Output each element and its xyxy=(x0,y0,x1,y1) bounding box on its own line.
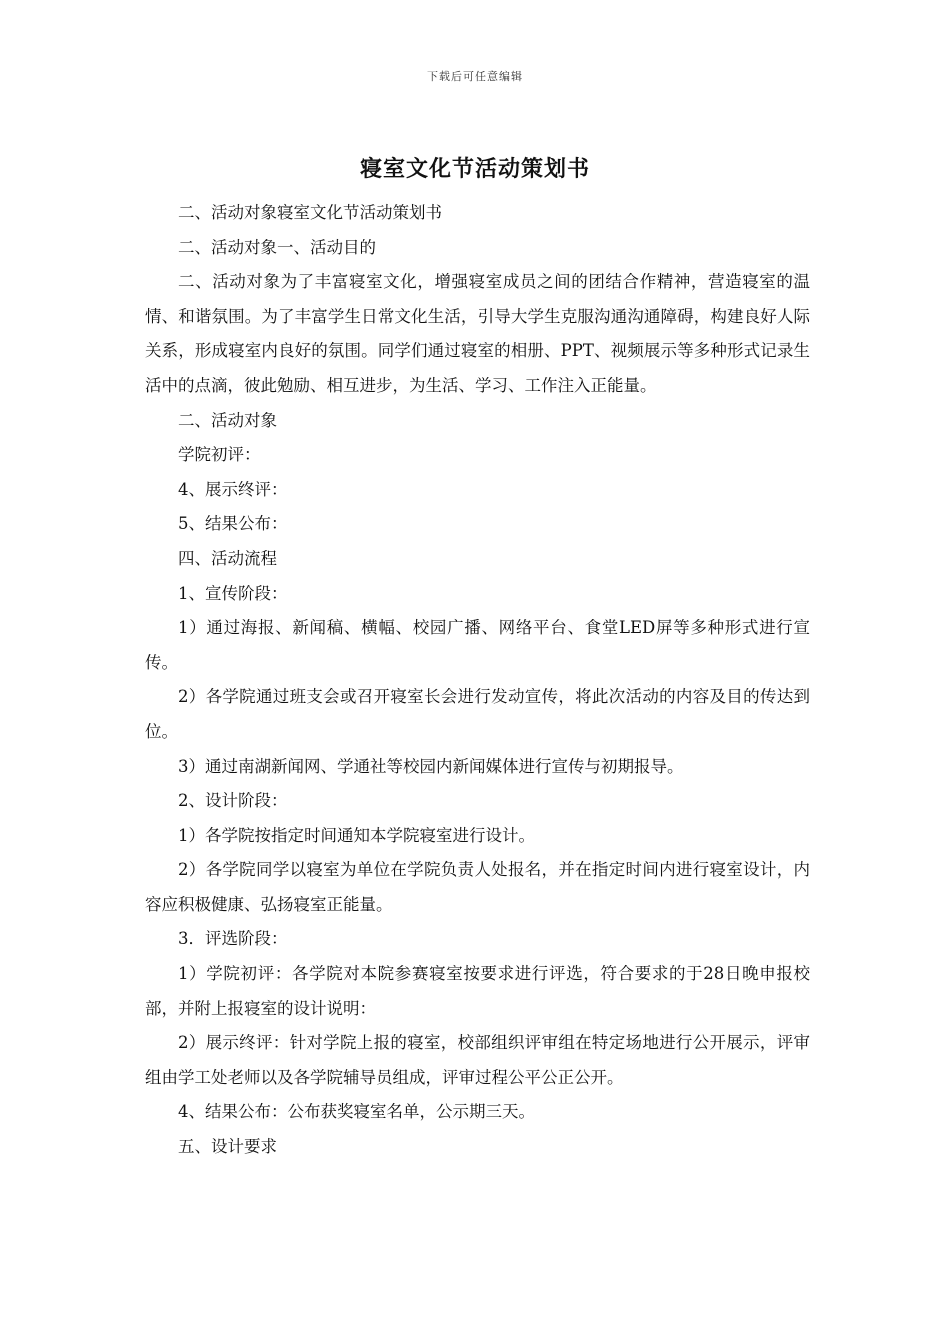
paragraph: 1、宣传阶段： xyxy=(178,583,288,603)
paragraph: 二、活动对象 xyxy=(178,410,277,430)
paragraph: 二、活动对象为了丰富寝室文化，增强寝室成员之间的团结合作精神，营造寝室的温情、和谐氛围。为了丰富学生日常文化生活，引导大学生克服沟通沟通障碍，构建良好人际关系，形成寝室内良好的氛围。同学们通过寝室的相册、PPT、视频展示等多种形式记录生活中的点滴，彼此勉励、相互进步，为生活、学习、工作注入正能量。 xyxy=(145,272,810,395)
paragraph: 1）学院初评：各学院对本院参赛寝室按要求进行评选，符合要求的于28日晚申报校部，并附上报寝室的设计说明： xyxy=(145,964,810,1018)
paragraph: 四、活动流程 xyxy=(178,548,277,568)
paragraph: 3．评选阶段： xyxy=(178,929,288,949)
paragraph: 2）各学院通过班支会或召开寝室长会进行发动宣传，将此次活动的内容及目的传达到位。 xyxy=(145,687,810,741)
paragraph: 2）各学院同学以寝室为单位在学院负责人处报名，并在指定时间内进行寝室设计，内容应积极健康、弘扬寝室正能量。 xyxy=(145,860,810,914)
paragraph: 2）展示终评：针对学院上报的寝室，校部组织评审组在特定场地进行公开展示，评审组由学工处老师以及各学院辅导员组成，评审过程公平公正公开。 xyxy=(145,1033,810,1087)
paragraph: 五、设计要求 xyxy=(178,1137,277,1157)
paragraph: 5、结果公布： xyxy=(178,514,288,534)
paragraph: 1）各学院按指定时间通知本学院寝室进行设计。 xyxy=(178,825,535,845)
document-body xyxy=(145,196,810,1165)
document-title: 寝室文化节活动策划书 xyxy=(359,156,590,182)
paragraph: 2、设计阶段： xyxy=(178,791,288,811)
paragraph: 二、活动对象寝室文化节活动策划书 xyxy=(178,203,442,222)
paragraph: 学院初评： xyxy=(178,445,261,465)
paragraph: 1）通过海报、新闻稿、横幅、校园广播、网络平台、食堂LED屏等多种形式进行宣传。 xyxy=(145,618,810,672)
paragraph: 3）通过南湖新闻网、学通社等校园内新闻媒体进行宣传与初期报导。 xyxy=(178,756,684,776)
paragraph: 二、活动对象一、活动目的 xyxy=(178,237,376,257)
paragraph: 4、展示终评： xyxy=(178,479,288,499)
header-note: 下载后可任意编辑 xyxy=(427,70,523,83)
paragraph: 4、结果公布：公布获奖寝室名单，公示期三天。 xyxy=(178,1102,535,1122)
